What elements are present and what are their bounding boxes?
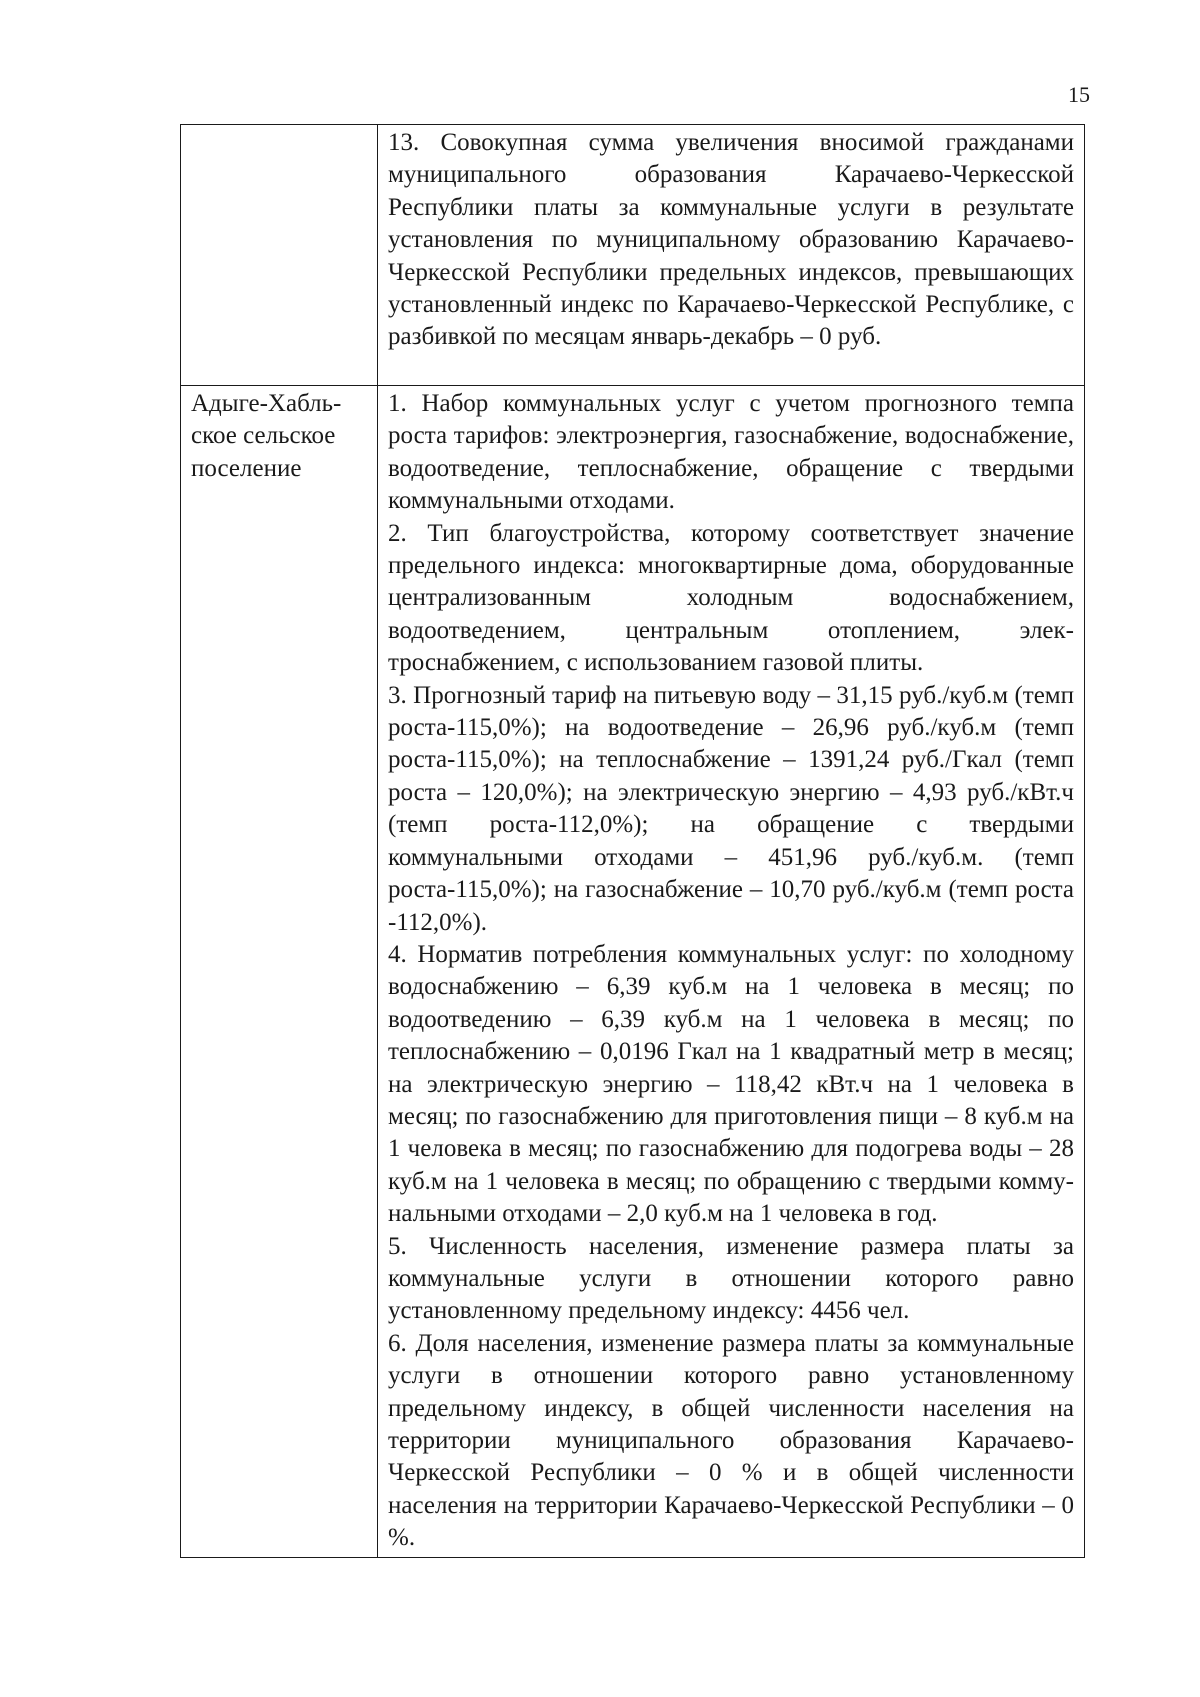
indicator-text-cell bbox=[378, 386, 1085, 1558]
paragraph-13-total-increase: 13. Совокупная сумма увеличения вносимой гражданами муниципального образования Карачаево-Черкесской Республики платы за коммунальные услуги в результате установления по муниципальному образованию Карачаево-Черкесской Республики предельных индексов, превышающих установленный индекс по Карачаево-Черкесской Республике, с разбивкой по месяцам январь-декабрь – 0 руб. bbox=[388, 129, 1074, 351]
paragraph-3-forecast-tariffs: 3. Прогнозный тариф на питьевую воду – 31,15 руб./куб.м (темп роста-115,0%); на водоотведение – 26,96 руб./куб.м (темп роста-115,0%); на теплоснабжение – 1391,24 руб./Гкал (темп роста – 120,0%); на электрическую энергию – 4,93 руб./кВт.ч (темп роста-112,0%); на обращение с твердыми коммунальными отходами – 451,96 руб./куб.м. (темп роста-115,0%); на газоснабжение – 10,70 руб./куб.м (темп роста -112,0%). bbox=[388, 681, 1074, 936]
paragraph-1-services-set: 1. Набор коммунальных услуг с учетом прогнозного темпа роста тарифов: электроэнергия, газоснабжение, водоснабжение, водоотведение, теплоснабжение, обращение с твердыми коммунальными отходами. bbox=[388, 390, 1074, 515]
municipality-name-cell: Адыге-Хабльское сельское поселение bbox=[181, 386, 378, 1558]
table-row bbox=[181, 386, 1085, 1558]
paragraph-5-population-count: 5. Численность населения, изменение размера платы за коммунальные услуги в отношении которого равно установленному предельному индексу: 4456 чел. bbox=[388, 1232, 1074, 1325]
municipality-name-cell bbox=[181, 125, 378, 386]
indicator-text-cell bbox=[378, 125, 1085, 386]
paragraph-6-population-share: 6. Доля населения, изменение размера платы за коммунальные услуги в отношении которого равно установленному предельному индексу, в общей численности населения на территории муниципального образования Карачаево-Черкесской Республики – 0 % и в общей численности населения на территории Карачаево-Черкесской Республики – 0 %. bbox=[388, 1329, 1074, 1552]
paragraph-4-consumption-norms: 4. Норматив потребления коммунальных услуг: по холодному водоснабжению – 6,39 куб.м на 1 человека в месяц; по водоотведению – 6,39 куб.м на 1 человека в месяц; по теплоснабжению – 0,0196 Гкал на 1 квадратный метр в месяц; на электрическую энергию – 118,42 кВт.ч на 1 человека в месяц; по газоснабжению для приготовления пищи – 8 куб.м на 1 человека в месяц; по газоснабжению для подогрева воды – 28 куб.м на 1 человека в месяц; по обращению с твердыми коммунальными отходами – 2,0 куб.м на 1 человека в год. bbox=[388, 940, 1074, 1228]
table-row bbox=[181, 125, 1085, 386]
page-number: 15 bbox=[1068, 82, 1090, 107]
municipal-index-table bbox=[180, 124, 1085, 1558]
paragraph-2-improvement-type: 2. Тип благоустройства, которому соответствует значение предельного индекса: многоквартирные дома, оборудованные централизованным холодным водоснабжением, водоотведением, центральным отоплением, электроснабжением, с использованием газовой плиты. bbox=[388, 519, 1074, 677]
